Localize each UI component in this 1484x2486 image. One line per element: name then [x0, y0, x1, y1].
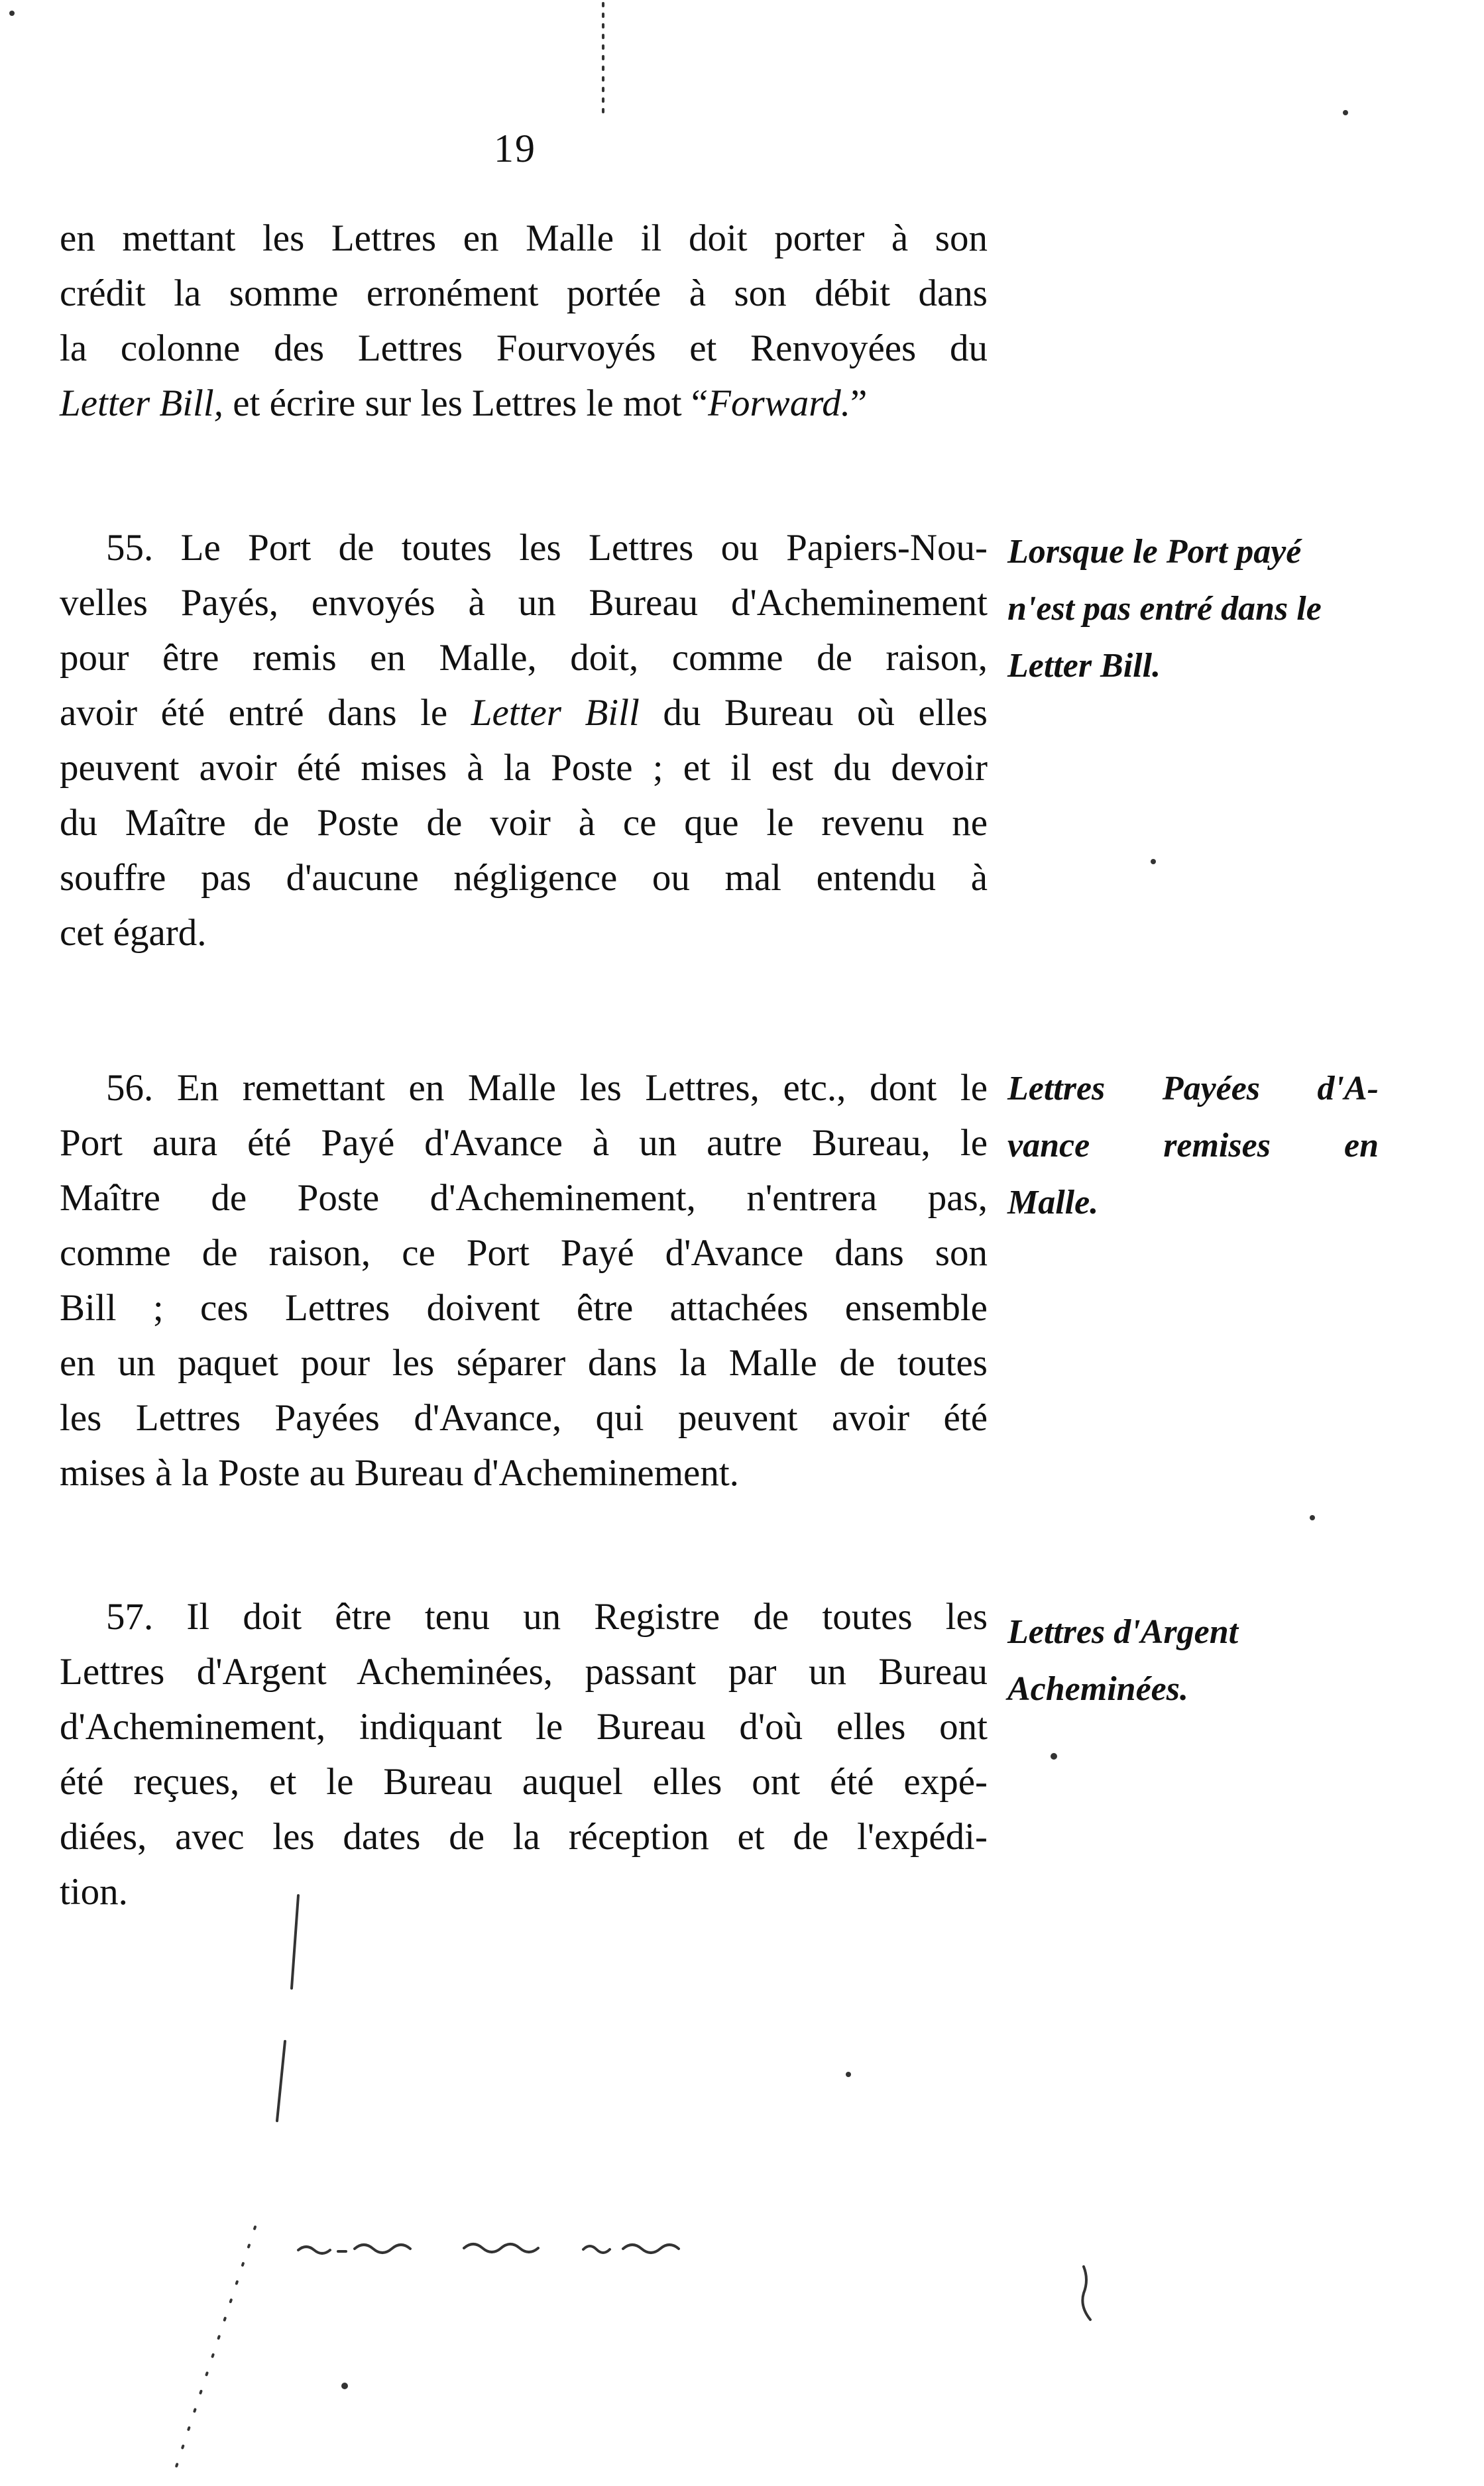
margin-note-line: Lettres d'Argent — [1007, 1613, 1239, 1651]
paragraph-line: cet égard. — [60, 912, 207, 954]
paragraph-line: Bill ; ces Lettres doivent être attachées ensemble — [60, 1287, 988, 1329]
letter-bill-term: Letter Bill, — [60, 382, 223, 424]
margin-note-line: vance remises en — [1007, 1127, 1379, 1164]
paragraph-line: peuvent avoir été mises à la Poste ; et il est du devoir — [60, 747, 988, 789]
intro-last-text: et écrire sur les Lettres le mot “ — [223, 382, 709, 424]
paragraph-line: Lettres d'Argent Acheminées, passant par un Bureau — [60, 1651, 988, 1693]
intro-closing-quote: ” — [850, 382, 868, 424]
page-number: 19 — [494, 127, 536, 170]
margin-note-line: n'est pas entré dans le — [1007, 590, 1322, 628]
paragraph-line: été reçues, et le Bureau auquel elles ont été expé- — [60, 1761, 988, 1803]
paragraph-line: 55. Le Port de toutes les Lettres ou Papiers-Nou- — [106, 527, 988, 569]
margin-note-line: Lorsque le Port payé — [1007, 533, 1302, 571]
paragraph-line: tion. — [60, 1871, 128, 1913]
margin-note-line: Letter Bill. — [1007, 647, 1161, 685]
intro-line: la colonne des Lettres Fourvoyés et Renvoyées du — [60, 327, 988, 369]
paragraph-line: 57. Il doit être tenu un Registre de toutes les — [106, 1596, 988, 1638]
letter-bill-term: Letter Bill — [471, 692, 640, 734]
paragraph-line: avoir été entré dans le Letter Bill du Bureau où elles — [60, 692, 988, 734]
paragraph-line: velles Payés, envoyés à un Bureau d'Acheminement — [60, 582, 988, 624]
paragraph-line: Maître de Poste d'Acheminement, n'entrera pas, — [60, 1177, 988, 1219]
paragraph-number: 56. — [106, 1067, 154, 1109]
margin-note-line: Acheminées. — [1007, 1670, 1188, 1708]
paragraph-line: Port aura été Payé d'Avance à un autre Bureau, le — [60, 1122, 988, 1164]
intro-line: crédit la somme erronément portée à son débit dans — [60, 272, 988, 314]
paragraph-line: diées, avec les dates de la réception et de l'expédi- — [60, 1816, 988, 1858]
paragraph-line: souffre pas d'aucune négligence ou mal entendu à — [60, 857, 988, 899]
paragraph-line: 56. En remettant en Malle les Lettres, etc., dont le — [106, 1067, 988, 1109]
margin-note-line: Lettres Payées d'A- — [1007, 1070, 1379, 1107]
paragraph-line: les Lettres Payées d'Avance, qui peuvent avoir été — [60, 1397, 988, 1439]
paragraph-line: du Maître de Poste de voir à ce que le revenu ne — [60, 802, 988, 844]
paragraph-number: 57. — [106, 1596, 154, 1638]
paragraph-line: en un paquet pour les séparer dans la Malle de toutes — [60, 1342, 988, 1384]
forward-term: Forward. — [708, 382, 851, 424]
margin-note-line: Malle. — [1007, 1184, 1099, 1221]
paragraph-line: d'Acheminement, indiquant le Bureau d'où elles ont — [60, 1706, 988, 1748]
intro-line: en mettant les Lettres en Malle il doit porter à son — [60, 217, 988, 259]
paragraph-number: 55. — [106, 527, 154, 569]
paragraph-line: pour être remis en Malle, doit, comme de raison, — [60, 637, 988, 679]
paragraph-line: comme de raison, ce Port Payé d'Avance dans son — [60, 1232, 988, 1274]
paragraph-line: mises à la Poste au Bureau d'Acheminement. — [60, 1452, 739, 1494]
